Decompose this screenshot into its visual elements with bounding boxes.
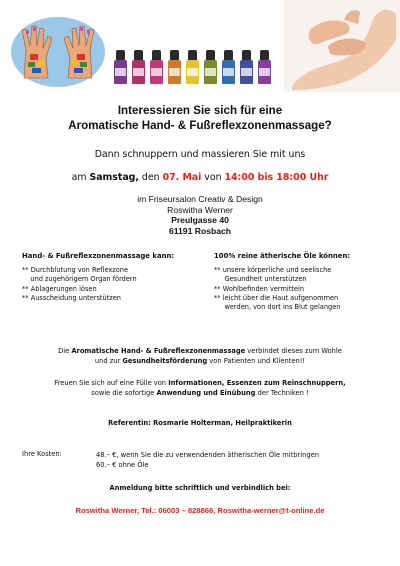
list-item: ** unsere körperliche und seelische [214, 266, 332, 274]
list-item: und zugehörigem Organ fördern [22, 275, 137, 284]
para1-text: und zur [94, 357, 123, 365]
oil-bottle [240, 60, 253, 84]
oil-bottle [132, 60, 145, 84]
venue-street: Preulgasse 40 [171, 215, 229, 226]
venue-block [0, 194, 400, 236]
referent-line: Referentin: Rosmarie Holterman, Heilpraktikerin [108, 419, 292, 427]
list-item: Gesundheit unterstützen [214, 275, 307, 284]
para2-text: sowie die sofortige [91, 389, 157, 397]
venue-city: 61191 Rosbach [168, 225, 232, 236]
para2-bold: Anwendung und Einübung [156, 389, 256, 397]
oil-bottle [186, 60, 199, 84]
page-title [0, 104, 400, 133]
contact-line: Roswitha Werner, Tel.: 06003 – 828866, Roswitha-werner@t-online.de [75, 506, 325, 515]
essential-oil-bottles-image [112, 46, 274, 84]
oil-bottle [258, 60, 271, 84]
intro-den: den [138, 172, 163, 183]
left-column [22, 252, 202, 303]
description-paragraph-1 [0, 346, 400, 366]
para2-text: der Techniken ! [255, 389, 309, 397]
para1-text: Die [58, 347, 72, 355]
oil-bottle [222, 60, 235, 84]
costs-line-1: 48.– €, wenn Sie die zu verwendenden ätherischen Öle mitbringen [96, 451, 319, 459]
costs-details [96, 450, 319, 470]
foot-massage-photo [284, 0, 400, 92]
intro-von: von [201, 172, 225, 183]
para1-text: verbindet dieses zum Wohle [245, 347, 342, 355]
event-day: Samstag, [89, 172, 139, 183]
list-item: ** leicht über die Haut aufgenommen [214, 293, 339, 302]
venue-line-2: Roswitha Werner [167, 204, 233, 215]
costs-line-2: 60.– € ohne Öle [96, 461, 149, 469]
list-item: ** Wohlbefinden vermitteln [214, 284, 305, 293]
list-item: ** Durchblutung von Reflexzone [22, 266, 129, 274]
event-date-line [0, 172, 400, 183]
para2-text: Freuen Sie sich auf eine Fülle von [54, 379, 169, 387]
hand-reflexology-chart-image [10, 16, 106, 88]
costs-label: Ihre Kosten: [22, 450, 62, 458]
event-date: 07. Mai [162, 172, 202, 183]
oil-bottle [114, 60, 127, 84]
oil-bottle [150, 60, 163, 84]
intro-line-1: Dann schnuppern und massieren Sie mit uns [94, 149, 306, 160]
para1-bold: Aromatische Hand- & Fußreflexzonenmassage [71, 347, 246, 355]
registration-line: Anmeldung bitte schriftlich und verbindlich bei: [109, 484, 291, 492]
para2-bold: Informationen, Essenzen zum Reinschnuppern, [168, 379, 346, 387]
venue-line-1: im Friseursalon Creativ & Design [137, 194, 263, 204]
oil-bottle [168, 60, 181, 84]
title-line-1: Interessieren Sie sich für eine [117, 104, 283, 117]
right-column-heading: 100% reine ätherische Öle können: [214, 252, 351, 260]
list-item: ** Ausscheidung unterstützen [22, 293, 121, 302]
oil-bottle [204, 60, 217, 84]
list-item: werden, von dort ins Blut gelangen [214, 303, 341, 312]
left-column-heading: Hand- & Fußreflexzonenmassage kann: [22, 252, 175, 260]
event-time: 14:00 bis 18:00 Uhr [224, 172, 329, 183]
title-line-2: Aromatische Hand- & Fußreflexzonenmassage? [68, 118, 332, 132]
description-paragraph-2 [0, 378, 400, 398]
right-column [214, 252, 394, 312]
intro-prefix: am [71, 172, 90, 183]
list-item: ** Ablagerungen lösen [22, 284, 97, 293]
para1-text: von Patienten und Klienten!! [207, 357, 306, 365]
para1-bold: Gesundheitsförderung [122, 357, 208, 365]
